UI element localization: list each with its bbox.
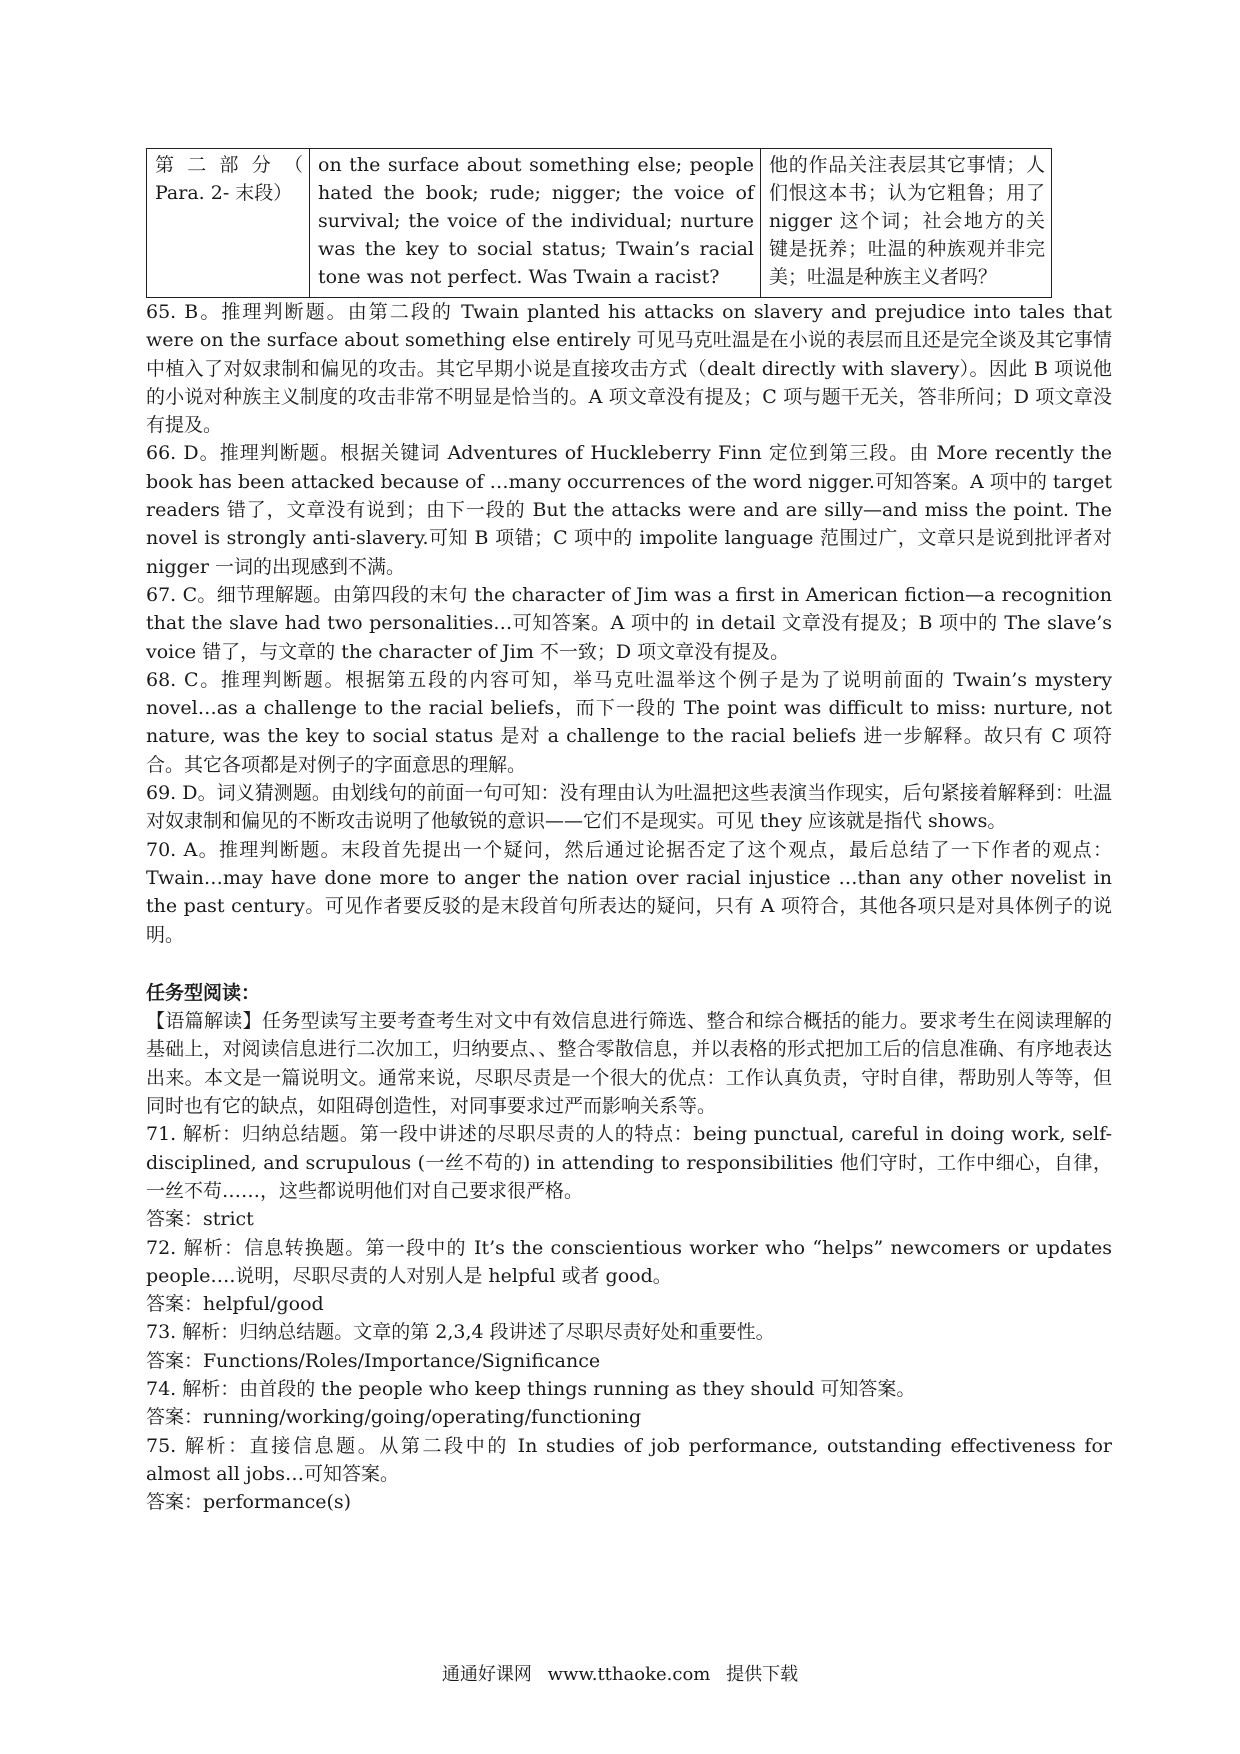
analysis-72: 72. 解析：信息转换题。第一段中的 It’s the conscientious worker who “helps” newcomers or updates people….说明，尽职尽责的人对别人是 helpful 或者 good。 — [146, 1236, 1112, 1287]
analysis-73: 73. 解析：归纳总结题。文章的第 2,3,4 段讲述了尽职尽责好处和重要性。 — [146, 1321, 775, 1344]
explanation-65: 65. B。推理判断题。由第二段的 Twain planted his attacks on slavery and prejudice into tales that were on the surface about something else entirely 可见马克吐温是在小说的表层而且还是完全谈及其它事情中植入了对奴隶制和偏见的攻击。其它早期小说是直接攻击方式（dealt directly with slavery）。因此 B 项说他的小说对种族主义制度的攻击非常不明显是恰当的。A 项文章没有提及；C 项与题干无关，答非所问；D 项文章没有提及。 — [146, 301, 1112, 437]
footer-note: 提供下载 — [726, 1664, 799, 1685]
explanation-66: 66. D。推理判断题。根据关键词 Adventures of Huckleberry Finn 定位到第三段。由 More recently the book has been attacked because of …many occurrences of the word nigger.可知答案。A 项中的 target readers 错了，文章没有说到；由下一段的 But the attacks were and are silly—and miss the point. The novel is strongly anti-slavery.可知 B 项错；C 项中的 impolite language 范围过广，文章只是说到批评者对 nigger 一词的出现感到不满。 — [146, 442, 1112, 578]
analysis-74: 74. 解析：由首段的 the people who keep things running as they should 可知答案。 — [146, 1377, 916, 1400]
explanation-67: 67. C。细节理解题。由第四段的末句 the character of Jim was a first in American fiction—a recognition that the slave had two personalities…可知答案。A 项中的 in detail 文章没有提及；B 项中的 The slave’s voice 错了，与文章的 the character of Jim 不一致；D 项文章没有提及。 — [146, 583, 1112, 663]
summary-table — [146, 148, 1052, 298]
explanation-68: 68. C。推理判断题。根据第五段的内容可知，举马克吐温举这个例子是为了说明前面的 Twain’s mystery novel…as a challenge to the racial beliefs，而下一段的 The point was difficult to miss: nurture, not nature, was the key to social status 是对 a challenge to the racial beliefs 进一步解释。故只有 C 项符合。其它各项都是对例子的字面意思的理解。 — [146, 668, 1112, 776]
passage-intro: 【语篇解读】任务型读写主要考查考生对文中有效信息进行筛选、整合和综合概括的能力。要求考生在阅读理解的基础上，对阅读信息进行二次加工，归纳要点、、整合零散信息，并以表格的形式把加工后的信息准确、有序地表达出来。本文是一篇说明文。通常来说，尽职尽责是一个很大的优点：工作认真负责，守时自律，帮助别人等等，但同时也有它的缺点，如阻碍创造性，对同事要求过严而影响关系等。 — [146, 1010, 1112, 1118]
answer-74: 答案：running/working/going/operating/functioning — [146, 1406, 642, 1429]
page-footer — [0, 1660, 1240, 1686]
answer-73: 答案：Functions/Roles/Importance/Significance — [146, 1349, 601, 1372]
analysis-75: 75. 解析：直接信息题。从第二段中的 In studies of job performance, outstanding effectiveness for almost all jobs…可知答案。 — [146, 1434, 1112, 1485]
section-title: 任务型阅读： — [146, 981, 261, 1004]
table-cell-english: on the surface about something else; people hated the book; rude; nigger; the voice of survival; the voice of the individual; nurture was the key to social status; Twain’s racial tone was not perfect. Was Twain a racist? — [310, 149, 761, 298]
page-content — [146, 148, 1112, 1516]
footer-url[interactable]: www.tthaoke.com — [547, 1664, 711, 1685]
table-cell-chinese: 他的作品关注表层其它事情；人们恨这本书；认为它粗鲁；用了 nigger 这个词；社会地方的关键是抚养；吐温的种族观并非完美；吐温是种族主义者吗？ — [761, 149, 1052, 298]
answer-72: 答案：helpful/good — [146, 1293, 324, 1316]
answer-71: 答案：strict — [146, 1208, 254, 1231]
table-cell-part: 第二部分（ Para. 2- 末段） — [147, 149, 310, 298]
explanation-70: 70. A。推理判断题。末段首先提出一个疑问，然后通过论据否定了这个观点，最后总结了一下作者的观点：Twain…may have done more to anger the nation over racial injustice …than any other novelist in the past century。可见作者要反驳的是末段首句所表达的疑问，只有 A 项符合，其他各项只是对具体例子的说明。 — [146, 838, 1112, 946]
answer-75: 答案：performance(s) — [146, 1491, 352, 1514]
explanation-69: 69. D。词义猜测题。由划线句的前面一句可知：没有理由认为吐温把这些表演当作现实，后句紧接着解释到：吐温对奴隶制和偏见的不断攻击说明了他敏锐的意识——它们不是现实。可见 they 应该就是指代 shows。 — [146, 782, 1112, 833]
footer-site-name: 通通好课网 — [441, 1664, 532, 1685]
analysis-71: 71. 解析：归纳总结题。第一段中讲述的尽职尽责的人的特点：being punctual, careful in doing work, self-disciplined, and scrupulous (一丝不苟的) in attending to responsibilities 他们守时，工作中细心，自律，一丝不苟……，这些都说明他们对自己要求很严格。 — [146, 1123, 1112, 1202]
table-row — [147, 149, 1052, 298]
